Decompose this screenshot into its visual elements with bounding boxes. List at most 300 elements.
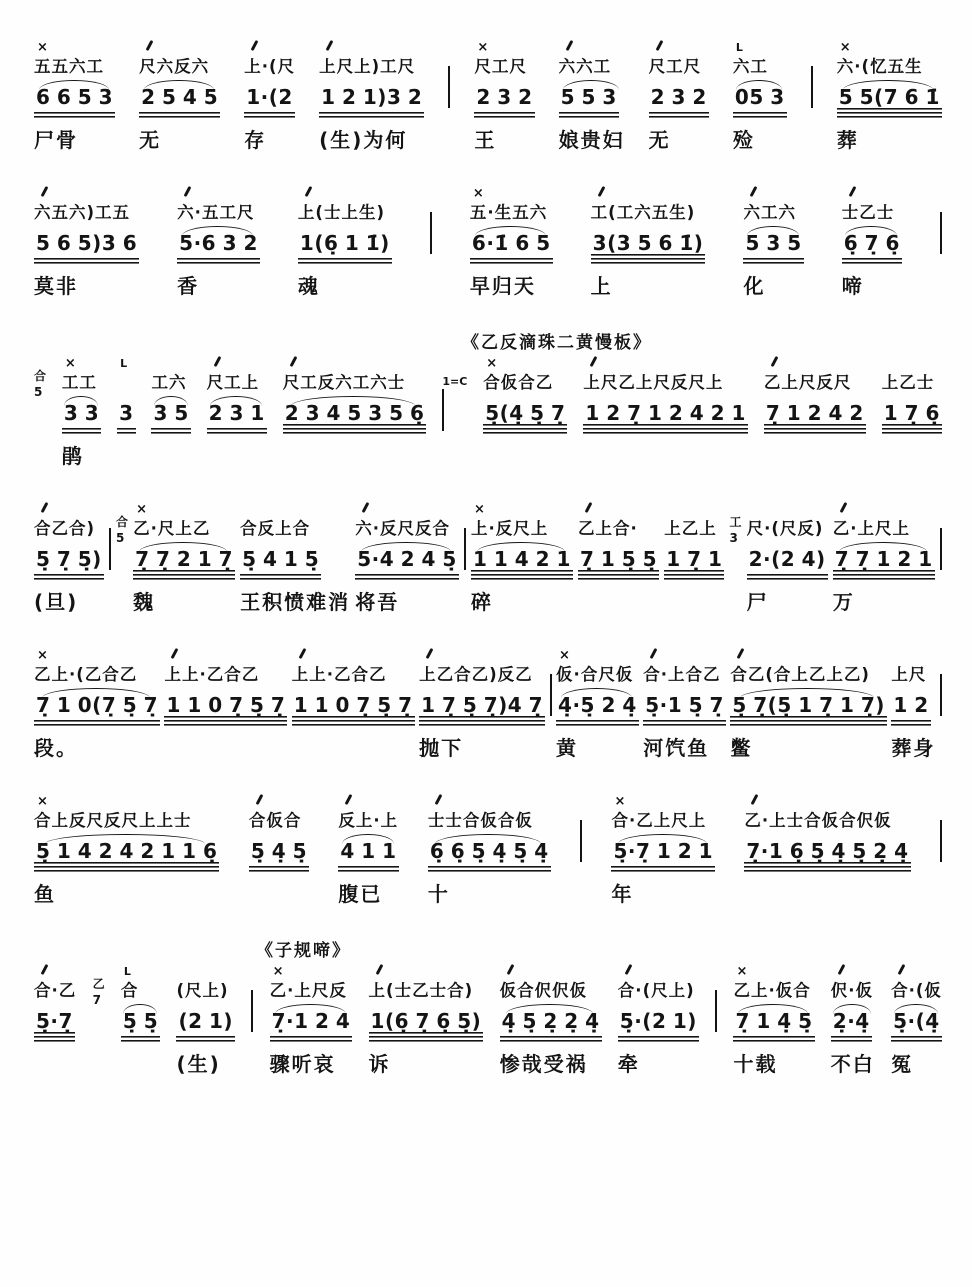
jianpu-row xyxy=(240,542,350,587)
jianpu-numbers: 4 1 1 xyxy=(338,839,398,872)
grace-gongche: 乙 xyxy=(92,977,105,991)
jianpu-row xyxy=(470,226,553,271)
gongche-text: 士乙士 xyxy=(841,203,895,222)
ding-beat-mark xyxy=(41,964,49,975)
lyric-text: 魂 xyxy=(297,274,320,298)
jianpu-row xyxy=(618,1004,699,1049)
barline-group xyxy=(940,502,942,570)
jianpu-row xyxy=(338,834,398,879)
gongche-text: 尺工尺 xyxy=(648,57,702,76)
note-group xyxy=(298,186,392,301)
note-group xyxy=(649,40,709,155)
gongche-text: 伬·仮 xyxy=(830,981,874,1000)
lyric-text xyxy=(882,441,942,471)
ding-beat-mark xyxy=(434,794,442,805)
barline xyxy=(442,389,444,431)
beat-mark-row xyxy=(500,964,602,979)
ding-beat-mark xyxy=(213,356,221,367)
gongche-text: 上上·乙合乙 xyxy=(291,665,387,684)
barline xyxy=(448,66,450,108)
lyric-text: 鳖 xyxy=(730,736,753,760)
slur-arc xyxy=(342,834,394,844)
lyric-text xyxy=(583,441,748,471)
beat-mark-row xyxy=(369,964,484,979)
slur-arc xyxy=(64,396,98,406)
ding-beat-mark xyxy=(184,186,192,197)
ding-beat-mark xyxy=(289,356,297,367)
beat-mark-row xyxy=(730,648,887,663)
note-group xyxy=(618,964,699,1079)
jianpu-numbers: 1 2 7̣ 1 2 4 2 1 xyxy=(583,401,748,434)
note-group xyxy=(207,356,267,471)
lyric-text: 诉 xyxy=(368,1052,391,1076)
note-group xyxy=(34,502,104,617)
score-system xyxy=(34,940,942,1079)
jianpu-row xyxy=(842,226,902,271)
lyric-text xyxy=(483,441,567,471)
beat-mark-row xyxy=(591,186,706,201)
jianpu-numbers: 2 3 1 xyxy=(207,401,267,434)
gongche-text: 工六 xyxy=(151,373,187,392)
jianpu-numbers: 7̣ 7̣ 1 2 1 xyxy=(833,547,935,580)
gongche-text: 合·(仮 xyxy=(891,981,942,1000)
note-group xyxy=(833,502,935,617)
jianpu-numbers: 1(6̣ 1 1̇) xyxy=(298,231,392,264)
beat-mark-row xyxy=(891,964,942,979)
gongche-text: 尺·(尺反) xyxy=(746,519,824,538)
note-group xyxy=(743,186,803,301)
jianpu-row xyxy=(474,80,534,125)
beat-mark-row xyxy=(249,794,309,809)
note-group xyxy=(34,964,76,1079)
lyric-text xyxy=(164,733,287,763)
beat-mark-row xyxy=(34,648,160,663)
jianpu-numbers: 6 6 5 3 xyxy=(34,85,115,118)
note-group xyxy=(319,40,424,155)
jianpu-row xyxy=(578,542,659,587)
ding-beat-mark xyxy=(251,40,259,51)
jianpu-row xyxy=(292,688,415,733)
note-group xyxy=(470,186,553,301)
note-group xyxy=(151,356,190,471)
jianpu-numbers: 2 3 4 5 3 5 6̣ xyxy=(283,401,427,434)
slur-arc xyxy=(845,226,897,236)
jianpu-numbers: 1 1 0 7̣ 5̣ 7̣ xyxy=(292,693,415,726)
ding-beat-mark xyxy=(848,186,856,197)
beat-mark-row xyxy=(34,502,104,517)
diban-beat-mark: L xyxy=(123,965,131,978)
slur-arc xyxy=(894,1004,938,1014)
beat-mark-row xyxy=(470,186,553,201)
lyric-text: 年 xyxy=(611,882,634,906)
barline-group xyxy=(940,648,942,716)
ban-beat-mark: × xyxy=(614,794,626,809)
lyric-text: 魏 xyxy=(133,590,156,614)
ding-beat-mark xyxy=(326,40,334,51)
jianpu-numbers: 5·4 2 4 5̣ xyxy=(355,547,459,580)
beat-mark-row xyxy=(559,40,625,55)
barline xyxy=(109,528,111,570)
beat-mark-row xyxy=(474,40,534,55)
jianpu-numbers: 2 3 2 xyxy=(649,85,709,118)
lyric-text xyxy=(744,879,910,909)
lyric-text: 十载 xyxy=(733,1052,778,1076)
gongche-text: 上乙合乙)反乙 xyxy=(419,665,533,684)
slur-arc xyxy=(506,1004,594,1014)
lyric-text: 莫非 xyxy=(34,274,78,298)
notation-line xyxy=(34,502,942,617)
jianpu-row xyxy=(34,80,115,125)
note-group xyxy=(730,648,887,763)
barline xyxy=(430,212,432,254)
slur-arc xyxy=(123,1004,157,1014)
note-group xyxy=(831,964,875,1079)
jianpu-row xyxy=(164,688,287,733)
ding-beat-mark xyxy=(839,502,847,513)
beat-mark-row xyxy=(240,502,350,517)
lyric-text: 王积愤难消 xyxy=(240,590,351,614)
beat-mark-row xyxy=(270,964,353,979)
slur-arc xyxy=(139,542,227,552)
note-group xyxy=(244,40,295,155)
note-group xyxy=(34,40,115,155)
lyric-text: 尸 xyxy=(746,590,769,614)
beat-mark-row xyxy=(139,40,220,55)
slur-arc xyxy=(42,688,150,698)
beat-mark-row xyxy=(764,356,866,371)
jianpu-numbers: 2̣·4̣ xyxy=(831,1009,872,1042)
barline-group xyxy=(442,356,467,431)
jianpu-row xyxy=(733,1004,814,1049)
beat-mark-row xyxy=(319,40,424,55)
slur-arc xyxy=(275,1004,346,1014)
jianpu-numbers: 2 3 2 xyxy=(474,85,534,118)
lyric-text xyxy=(764,441,866,471)
diban-beat-mark: L xyxy=(120,357,128,370)
lyric-text: 腹已 xyxy=(338,882,383,906)
gongche-text: 合仮合 xyxy=(248,811,302,830)
grace-gongche: 合 xyxy=(34,369,47,383)
beat-mark-row xyxy=(483,356,567,371)
lyric-text: 不白 xyxy=(830,1052,875,1076)
notation-line xyxy=(34,186,942,301)
jianpu-row xyxy=(34,688,160,733)
gongche-text: 六六工 xyxy=(558,57,612,76)
barline xyxy=(550,674,552,716)
gongche-text: 乙·上尺反 xyxy=(269,981,347,1000)
beat-mark-row xyxy=(244,40,295,55)
gongche-text: 上尺上)工尺 xyxy=(319,57,416,76)
jianpu-row xyxy=(177,226,260,271)
ding-beat-mark xyxy=(41,186,49,197)
beat-mark-row xyxy=(176,964,235,979)
ding-beat-mark xyxy=(146,40,154,51)
jianpu-numbers: 7̣ 1 2 4 2 xyxy=(764,401,866,434)
beat-mark-row xyxy=(733,964,814,979)
note-group xyxy=(733,40,787,155)
grace-gongche: 工 xyxy=(729,515,742,529)
jianpu-row xyxy=(298,226,392,271)
jianpu-numbers: 5̣·1 5̣ 7̣ xyxy=(643,693,726,726)
ding-beat-mark xyxy=(255,794,263,805)
note-group xyxy=(117,356,135,471)
beat-mark-row xyxy=(298,186,392,201)
note-group xyxy=(837,40,942,155)
gongche-text xyxy=(117,371,135,396)
note-group xyxy=(559,40,625,155)
tune-title: 《乙反滴珠二黄慢板》 xyxy=(462,333,652,353)
ding-beat-mark xyxy=(737,648,745,659)
barline-group xyxy=(430,186,432,254)
note-group xyxy=(240,502,350,617)
jianpu-row xyxy=(483,396,567,441)
gongche-text: 尺六反六 xyxy=(139,57,210,76)
barline-group xyxy=(464,502,466,570)
lyric-text xyxy=(207,441,267,471)
ding-beat-mark xyxy=(585,502,593,513)
barline-group xyxy=(811,40,813,108)
jianpu-row xyxy=(34,226,139,271)
ding-beat-mark xyxy=(770,356,778,367)
note-group xyxy=(176,964,235,1079)
jianpu-numbers: 6̣ 6̣ 5̣ 4̣ 5̣ 4̣ xyxy=(428,839,551,872)
note-group xyxy=(62,356,101,471)
jianpu-row xyxy=(591,226,706,271)
note-group xyxy=(733,964,814,1079)
jianpu-numbers: 1 2 xyxy=(891,693,930,726)
gongche-text: 反上·上 xyxy=(338,811,399,830)
gongche-text: (尺上) xyxy=(176,981,229,1000)
gongche-text: 仮·合尺仮 xyxy=(556,665,634,684)
gongche-text: 尺工尺 xyxy=(474,57,527,76)
jianpu-numbers: 7̣ 1 4̣ 5̣ xyxy=(733,1009,814,1042)
slur-arc xyxy=(738,1004,808,1014)
lyric-text xyxy=(117,441,135,471)
barline xyxy=(464,528,466,570)
slur-arc xyxy=(210,396,262,406)
beat-mark-row xyxy=(556,648,639,663)
gongche-text: 合·乙上尺上 xyxy=(611,811,707,830)
gongche-text: 合反上合 xyxy=(240,519,311,538)
jianpu-numbers: 1 7̣ 5̣ 7̣)4 7̣ xyxy=(419,693,545,726)
jianpu-numbers: 5·6 3 2 xyxy=(177,231,260,264)
note-group xyxy=(764,356,866,471)
jianpu-row xyxy=(428,834,551,879)
note-group xyxy=(34,648,160,763)
diban-beat-mark: L xyxy=(735,41,743,54)
beat-mark-row xyxy=(117,356,135,371)
lyric-text: 黄 xyxy=(556,736,579,760)
slur-arc xyxy=(843,80,933,90)
note-group xyxy=(842,186,902,301)
ban-beat-mark: × xyxy=(37,40,48,55)
jianpu-row xyxy=(831,1004,875,1049)
gongche-text: 上·(尺 xyxy=(244,57,296,76)
ding-beat-mark xyxy=(751,794,759,805)
barline-group xyxy=(448,40,450,108)
gongche-text: 合乙合) xyxy=(34,519,96,538)
ban-beat-mark: × xyxy=(839,40,851,55)
slur-arc xyxy=(361,542,450,552)
gongche-text: 合·上合乙 xyxy=(643,665,721,684)
beat-mark-row xyxy=(833,502,935,517)
barline-group xyxy=(251,964,253,1032)
note-group xyxy=(882,356,942,471)
gongche-text: 仮合伬伬仮 xyxy=(499,981,588,1000)
gongche-text: 上尺乙上尺反尺上 xyxy=(583,373,724,392)
grace-number: 5 xyxy=(34,385,43,399)
score-system xyxy=(34,648,942,763)
beat-mark-row xyxy=(837,40,942,55)
gongche-text: 尺工上 xyxy=(206,373,260,392)
lyric-text: 牵 xyxy=(617,1052,640,1076)
jianpu-row xyxy=(176,1004,235,1049)
ding-beat-mark xyxy=(655,40,663,51)
note-group xyxy=(177,186,260,301)
jianpu-numbers: 1(6̣ 7̣ 6̣ 5̣) xyxy=(369,1009,484,1042)
grace-note-group xyxy=(34,356,46,400)
notation-line xyxy=(34,40,942,155)
slur-arc xyxy=(154,396,188,406)
grace-number: 7 xyxy=(92,993,101,1007)
beat-mark-row xyxy=(831,964,875,979)
jianpu-numbers: 2 5 4 5 xyxy=(139,85,220,118)
beat-mark-row xyxy=(133,502,235,517)
jianpu-row xyxy=(34,834,219,879)
score-system xyxy=(34,502,942,617)
jianpu-numbers: 5̣·(2 1) xyxy=(618,1009,699,1042)
gongche-text: 六·五工尺 xyxy=(177,203,255,222)
note-group xyxy=(34,794,219,909)
beat-mark-row xyxy=(34,964,76,979)
grace-number: 3 xyxy=(729,531,738,545)
note-group xyxy=(34,186,139,301)
lyric-text: 碎 xyxy=(471,590,494,614)
note-group xyxy=(419,648,545,763)
lyric-text: 十 xyxy=(427,882,450,906)
gongche-text: 上上·乙合乙 xyxy=(164,665,260,684)
ban-beat-mark: × xyxy=(474,502,485,517)
beat-mark-row xyxy=(207,356,267,371)
ban-beat-mark: × xyxy=(472,186,484,201)
jianpu-numbers: 5̣(4̣ 5̣ 7̣ xyxy=(483,401,567,434)
ban-beat-mark: × xyxy=(486,356,498,371)
note-group xyxy=(355,502,459,617)
note-group xyxy=(583,356,748,471)
gongche-text: 上(士上生) xyxy=(297,203,386,222)
ding-beat-mark xyxy=(590,356,598,367)
grace-note-group xyxy=(93,964,105,1008)
jianpu-row xyxy=(664,542,724,587)
gongche-text: 六·反尺反合 xyxy=(355,519,451,538)
slur-arc xyxy=(45,834,204,844)
gongche-text: 合·乙 xyxy=(34,981,77,1000)
gongche-text: 上(士乙士合) xyxy=(368,981,474,1000)
slur-arc xyxy=(39,80,109,90)
jianpu-row xyxy=(559,80,625,125)
beat-mark-row xyxy=(744,794,910,809)
slur-arc xyxy=(747,226,799,236)
jianpu-row xyxy=(151,396,190,441)
ding-beat-mark xyxy=(41,502,49,513)
gongche-text: 合乙(合上乙上乙) xyxy=(730,665,870,684)
jianpu-row xyxy=(891,688,935,733)
note-group xyxy=(891,964,942,1079)
jianpu-numbers: 1·(2 xyxy=(244,85,295,118)
beat-mark-row xyxy=(649,40,709,55)
note-group xyxy=(121,964,160,1079)
beat-mark-row xyxy=(583,356,748,371)
gongche-text: 六工六 xyxy=(743,203,796,222)
note-group xyxy=(664,502,724,617)
ding-beat-mark xyxy=(898,964,906,975)
barline xyxy=(940,212,942,254)
slur-arc xyxy=(618,834,707,844)
gongche-text: 乙上合· xyxy=(578,519,638,538)
jianpu-row xyxy=(744,834,910,879)
slur-arc xyxy=(740,688,875,698)
note-group xyxy=(474,40,534,155)
jianpu-row xyxy=(369,1004,484,1049)
lyric-text: 万 xyxy=(832,590,855,614)
jianpu-row xyxy=(833,542,935,587)
jianpu-row xyxy=(249,834,309,879)
notation-line xyxy=(34,648,942,763)
jianpu-numbers: 1 1 0 7̣ 5̣ 7̣ xyxy=(164,693,287,726)
beat-mark-row xyxy=(338,794,398,809)
jianpu-numbers: 4̣ 5̣ 2̣ 2̣ 4̣ xyxy=(500,1009,602,1042)
barline-group xyxy=(940,794,942,862)
beat-mark-row xyxy=(177,186,260,201)
ding-beat-mark xyxy=(426,648,434,659)
note-group xyxy=(133,502,235,617)
lyric-text xyxy=(283,441,427,471)
jianpu-numbers: 7̣·1 6̣ 5̣ 4̣ 5̣ 2̣ 4̣ xyxy=(744,839,910,872)
beat-mark-row xyxy=(733,40,787,55)
beat-mark-row xyxy=(62,356,101,371)
beat-mark-row xyxy=(34,40,115,55)
beat-mark-row xyxy=(611,794,715,809)
beat-mark-row xyxy=(34,186,139,201)
grace-gongche: 合 xyxy=(116,515,129,529)
barline xyxy=(940,528,942,570)
jianpu-numbers: (2 1) xyxy=(176,1009,235,1042)
slur-arc xyxy=(833,1004,871,1014)
lyric-text xyxy=(292,733,415,763)
note-group xyxy=(500,964,602,1079)
beat-mark-row xyxy=(283,356,427,371)
jianpu-numbers: 5̣·7̣ 1 2 1 xyxy=(611,839,715,872)
lyric-text: 惨哉受祸 xyxy=(499,1052,588,1076)
lyric-text: 上 xyxy=(590,274,613,298)
jianpu-row xyxy=(837,80,942,125)
lyric-text: 无 xyxy=(648,128,671,152)
ding-beat-mark xyxy=(565,40,573,51)
jianpu-numbers: 5̣ 1 4 2 4 2 1 1 6̣ xyxy=(34,839,219,872)
gongche-text: 上乙士 xyxy=(881,373,935,392)
jianpu-row xyxy=(355,542,459,587)
ban-beat-mark: × xyxy=(64,356,76,371)
lyric-text: 尸骨 xyxy=(34,128,78,152)
lyric-text xyxy=(664,587,724,617)
gongche-text: 乙·尺上乙 xyxy=(133,519,211,538)
jianpu-row xyxy=(139,80,220,125)
gongche-text: 士士合仮合仮 xyxy=(427,811,533,830)
jianpu-numbers: 5 6 5)3 6 xyxy=(34,231,139,264)
beat-mark-row xyxy=(164,648,287,663)
ding-beat-mark xyxy=(650,648,658,659)
note-group xyxy=(283,356,427,471)
